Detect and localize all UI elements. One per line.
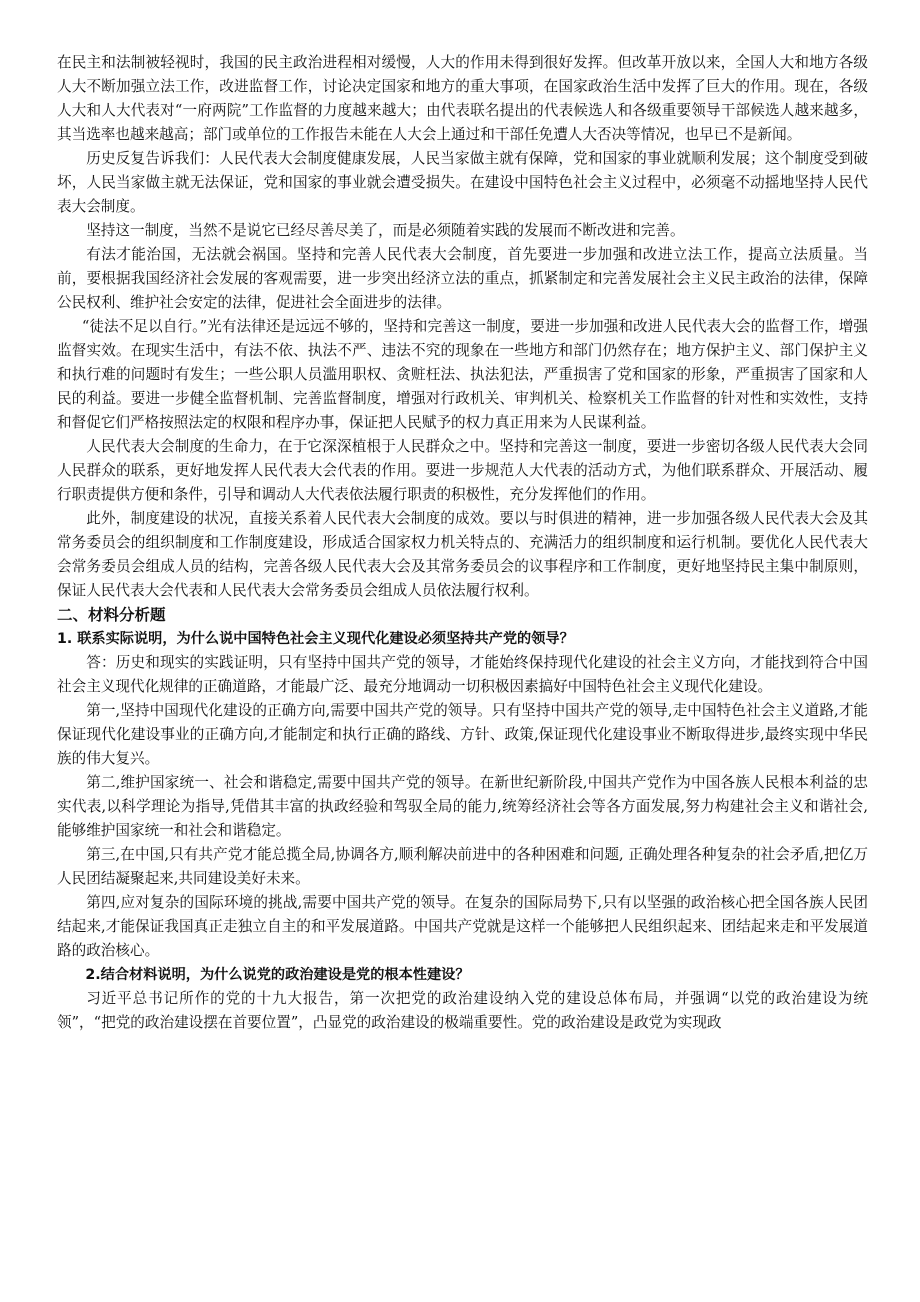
body-paragraph-7: 此外，制度建设的状况，直接关系着人民代表大会制度的成效。要以与时俱进的精神，进一步加强各级人民代表大会及其常务委员会的组织制度和工作制度建设，形成适合国家权力机关特点的、充满活力的组织制度和运行机制。要优化人民代表大会常务委员会组成人员的结构，完善各级人民代表大会及其常务委员会的议事程序和工作制度，更好地坚持民主集中制原则，保证人民代表大会代表和人民代表大会常务委员会组成人员依法履行权利。 xyxy=(57,510,868,599)
body-paragraph-5: “徒法不足以自行。”光有法律还是远远不够的，坚持和完善这一制度，要进一步加强和改进人民代表大会的监督工作，增强监督实效。在现实生活中，有法不依、执法不严、违法不究的现象在一些地方和部门仍然存在；地方保护主义、部门保护主义和执行难的问题时有发生；一些公职人员滥用职权、贪赃枉法、执法犯法，严重损害了党和国家的形象，严重损害了国家和人民的利益。要进一步健全监督机制、完善监督制度，增强对行政机关、审判机关、检察机关工作监督的针对性和实效性，支持和督促它们严格按照法定的权限和程序办事，保证把人民赋予的权力真正用来为人民谋利益。 xyxy=(57,318,868,431)
question-2-answer: 习近平总书记所作的党的十九大报告，第一次把党的政治建设纳入党的建设总体布局，并强调“以党的政治建设为统领”，“把党的政治建设摆在首要位置”，凸显党的政治建设的极端重要性。党的政治建设是政党为实现政 xyxy=(57,990,868,1031)
body-paragraph-6: 人民代表大会制度的生命力，在于它深深植根于人民群众之中。坚持和完善这一制度，要进一步密切各级人民代表大会同人民群众的联系，更好地发挥人民代表大会代表的作用。要进一步规范人大代表的活动方式，为他们联系群众、开展活动、履行职责提供方便和条件，引导和调动人大代表依法履行职责的积极性，充分发挥他们的作用。 xyxy=(57,438,868,503)
body-paragraph-4: 有法才能治国，无法就会祸国。坚持和完善人民代表大会制度，首先要进一步加强和改进立法工作，提高立法质量。当前，要根据我国经济社会发展的客观需要，进一步突出经济立法的重点，抓紧制定和完善发展社会主义民主政治的法律，保障公民权利、维护社会安定的法律，促进社会全面进步的法律。 xyxy=(57,246,868,311)
body-paragraph-3: 坚持这一制度，当然不是说它已经尽善尽美了，而是必须随着实践的发展而不断改进和完善。 xyxy=(86,222,685,239)
question-1-point-3: 第三,在中国,只有共产党才能总揽全局,协调各方,顺利解决前进中的各种困难和问题, 正确处理各种复杂的社会矛盾,把亿万人民团结凝聚起来,共同建设美好未来。 xyxy=(57,846,868,887)
body-paragraph-1: 在民主和法制被轻视时，我国的民主政治进程相对缓慢，人大的作用未得到很好发挥。但改革开放以来，全国人大和地方各级人大不断加强立法工作，改进监督工作，讨论决定国家和地方的重大事项，在国家政治生活中发挥了巨大的作用。现在，各级人大和人大代表对“一府两院”工作监督的力度越来越大；由代表联名提出的代表候选人和各级重要领导干部候选人越来越多，其当选率也越来越高；部门或单位的工作报告未能在人大会上通过和干部任免遭人大否决等情况，也早已不是新闻。 xyxy=(57,54,868,143)
body-paragraph-2: 历史反复告诉我们：人民代表大会制度健康发展，人民当家做主就有保障，党和国家的事业就顺利发展；这个制度受到破坏，人民当家做主就无法保证，党和国家的事业就会遭受损失。在建设中国特色社会主义过程中，必须毫不动摇地坚持人民代表大会制度。 xyxy=(57,150,868,215)
question-1-title: 1. 联系实际说明，为什么说中国特色社会主义现代化建设必须坚持共产党的领导？ xyxy=(57,631,574,647)
section-heading: 二、材料分析题 xyxy=(57,606,166,624)
question-1-point-4: 第四,应对复杂的国际环境的挑战,需要中国共产党的领导。在复杂的国际局势下,只有以坚强的政治核心把全国各族人民团结起来,才能保证我国真正走独立自主的和平发展道路。中国共产党就是这样一个能够把人民组织起来、团结起来走和平发展道路的政治核心。 xyxy=(57,894,868,959)
question-1-point-2: 第二,维护国家统一、社会和谐稳定,需要中国共产党的领导。在新世纪新阶段,中国共产党作为中国各族人民根本利益的忠实代表,以科学理论为指导,凭借其丰富的执政经验和驾驭全局的能力,统筹经济社会等各方面发展,努力构建社会主义和谐社会,能够维护国家统一和社会和谐稳定。 xyxy=(57,774,868,839)
question-2-title: 2.结合材料说明，为什么说党的政治建设是党的根本性建设？ xyxy=(85,967,470,983)
question-1-point-1: 第一,坚持中国现代化建设的正确方向,需要中国共产党的领导。只有坚持中国共产党的领导,走中国特色社会主义道路,才能保证现代化建设事业的正确方向,才能制定和执行正确的路线、方针、政策,保证现代化建设事业不断取得进步,最终实现中华民族的伟大复兴。 xyxy=(57,702,868,767)
document-page xyxy=(57,51,868,1035)
question-1-answer-intro: 答：历史和现实的实践证明，只有坚持中国共产党的领导，才能始终保持现代化建设的社会主义方向，才能找到符合中国社会主义现代化规律的正确道路，才能最广泛、最充分地调动一切积极因素搞好中国特色社会主义现代化建设。 xyxy=(57,654,868,695)
